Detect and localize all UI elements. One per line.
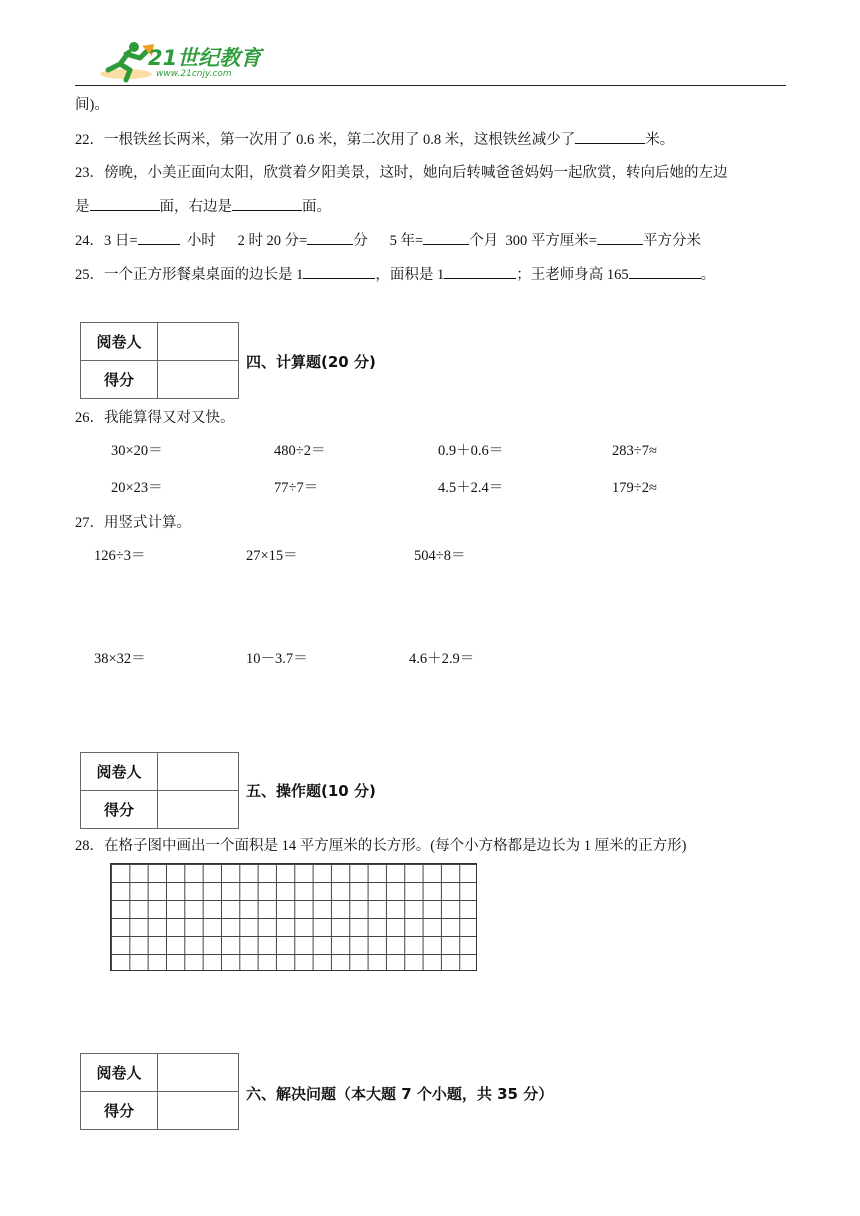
score-box-section5 [80,752,239,829]
q25-blank-1[interactable] [303,264,375,279]
q24-blank-4[interactable] [597,230,643,245]
site-logo [96,40,266,84]
score-cell[interactable] [158,361,239,399]
q23-left-blank[interactable] [90,196,160,211]
q26-item-2: 480÷2＝ [274,443,326,459]
question-25 [75,264,715,285]
q26-item-5: 20×23＝ [111,480,163,496]
q26-item-8: 179÷2≈ [612,480,657,496]
question-22 [75,129,674,150]
section6-title: 六、解决问题（本大题 7 个小题，共 35 分） [246,1085,554,1103]
reviewer-cell[interactable] [158,1054,239,1092]
q27-item-2: 27×15＝ [246,548,298,564]
q24-part-e: 5 年= [389,233,424,249]
question-28: 28．在格子图中画出一个面积是 14 平方厘米的长方形。(每个小方格都是边长为 1 厘米的正方形) [75,838,687,854]
question-23-line1: 23．傍晚，小美正面向太阳，欣赏着夕阳美景，这时，她向后转喊爸爸妈妈一起欣赏，转向后她的左边 [75,165,728,181]
question-24 [75,230,701,251]
q24-unit-3: 个月 [469,233,499,249]
q24-blank-3[interactable] [423,230,469,245]
question-27: 27．用竖式计算。 [75,515,191,531]
logo-text: 21世纪教育 [148,46,262,70]
q24-part-a: 24．3 日= [75,233,138,249]
score-label: 得分 [81,1092,158,1130]
q23-text-b: 面，右边是 [159,199,232,215]
q25-part-b: ，面积是 1 [375,267,445,283]
reviewer-label: 阅卷人 [81,1054,158,1092]
q26-item-6: 77÷7＝ [274,480,319,496]
continuation-text: 间)。 [75,97,109,113]
reviewer-label: 阅卷人 [81,323,158,361]
drawing-grid[interactable] [110,863,477,971]
score-label: 得分 [81,361,158,399]
section4-title: 四、计算题(20 分) [246,353,376,371]
q27-item-5: 10－3.7＝ [246,651,308,667]
q22-unit: 米。 [645,132,675,148]
q25-blank-3[interactable] [629,264,701,279]
q24-unit-1: 小时 [186,233,216,249]
q24-blank-1[interactable] [138,230,180,245]
score-box-section6 [80,1053,239,1130]
score-cell[interactable] [158,1092,239,1130]
q25-part-c: ；王老师身高 165 [516,267,629,283]
question-26: 26．我能算得又对又快。 [75,410,235,426]
q24-part-g: 300 平方厘米= [505,233,597,249]
q26-item-1: 30×20＝ [111,443,163,459]
q25-part-a: 25．一个正方形餐桌桌面的边长是 1 [75,267,304,283]
header-divider [75,85,786,86]
q24-blank-2[interactable] [307,230,353,245]
question-23-line2 [75,196,331,217]
q27-item-6: 4.6＋2.9＝ [409,651,475,667]
q26-item-4: 283÷7≈ [612,443,657,459]
q23-text-c: 面。 [302,199,331,215]
q24-unit-2: 分 [353,233,368,249]
q27-item-3: 504÷8＝ [414,548,466,564]
q26-item-3: 0.9＋0.6＝ [438,443,504,459]
q22-answer-blank[interactable] [575,129,645,144]
q22-text: 22．一根铁丝长两米，第一次用了 0.6 米，第二次用了 0.8 米，这根铁丝减少了 [75,132,576,148]
q24-part-c: 2 时 20 分= [237,233,308,249]
q25-part-d: 。 [700,267,716,283]
q23-right-blank[interactable] [232,196,302,211]
q27-item-1: 126÷3＝ [94,548,146,564]
reviewer-cell[interactable] [158,323,239,361]
score-label: 得分 [81,791,158,829]
section5-title: 五、操作题(10 分) [246,782,376,800]
reviewer-label: 阅卷人 [81,753,158,791]
q24-unit-4: 平方分米 [643,233,701,249]
logo-url: www.21cnjy.com [156,69,232,79]
score-box-section4 [80,322,239,399]
q27-item-4: 38×32＝ [94,651,146,667]
q26-item-7: 4.5＋2.4＝ [438,480,504,496]
q25-blank-2[interactable] [444,264,516,279]
score-cell[interactable] [158,791,239,829]
q23-text-a: 是 [75,199,90,215]
reviewer-cell[interactable] [158,753,239,791]
